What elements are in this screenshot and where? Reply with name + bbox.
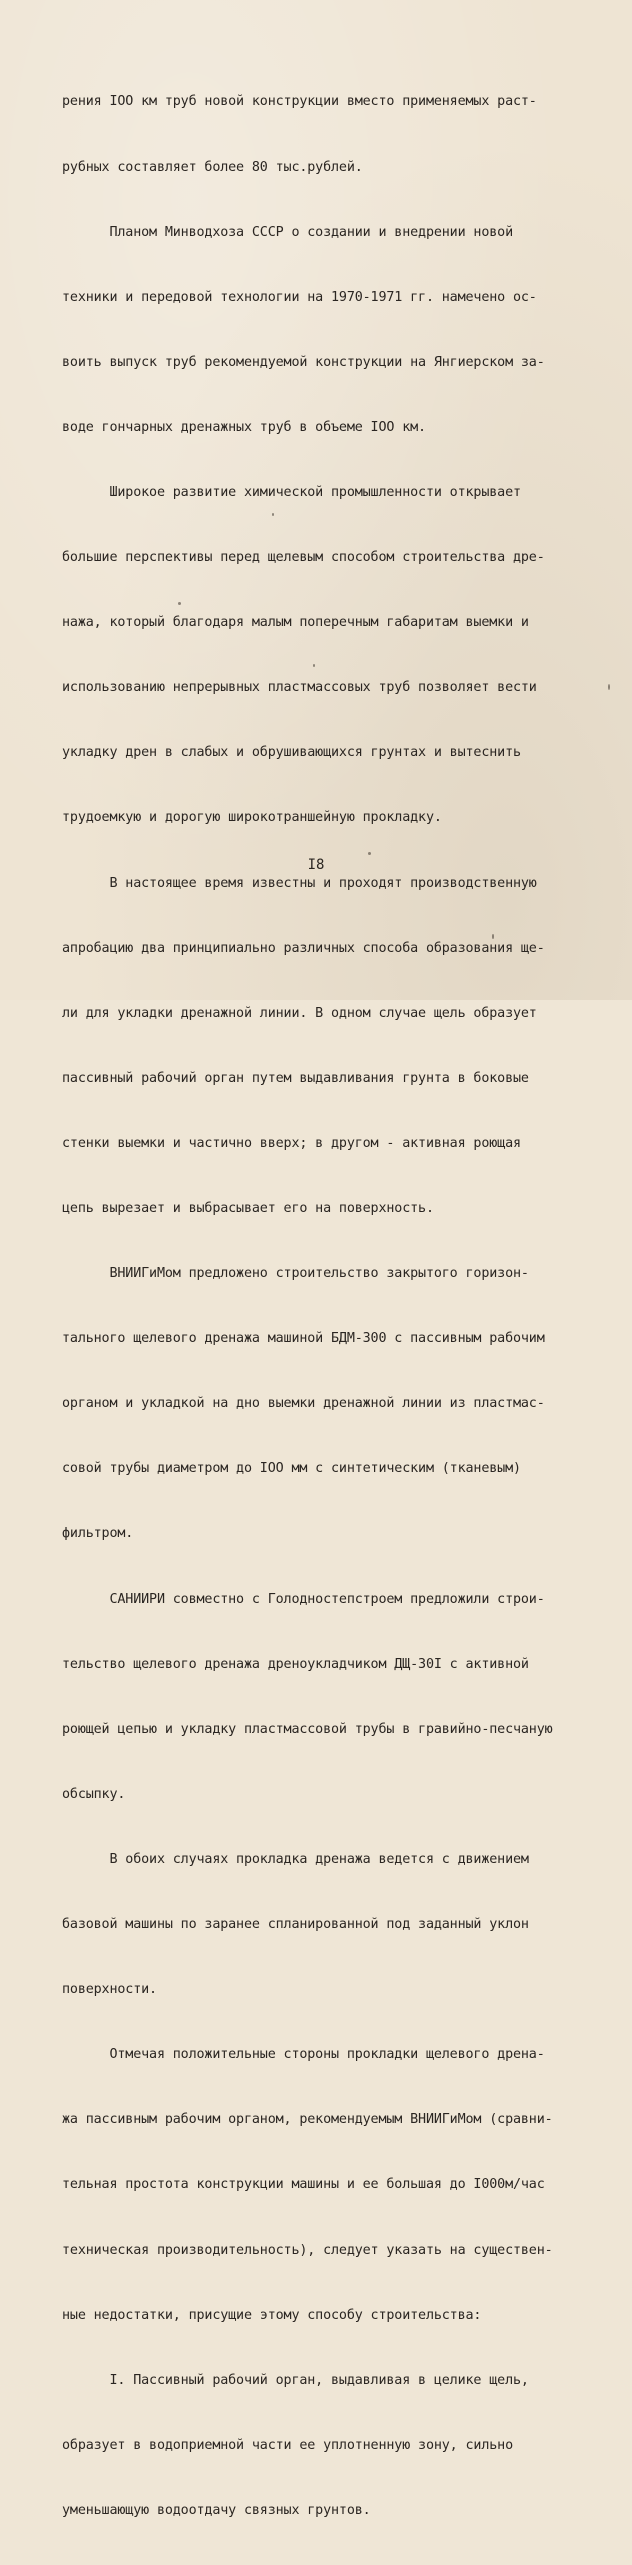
- text-line: рения IOO км труб новой конструкции вместо применяемых раст-: [62, 94, 537, 110]
- text-line: САНИИРИ совместно с Голодностепстроем предложили строи-: [62, 1591, 545, 1607]
- text-line: I. Пассивный рабочий орган, выдавливая в целике щель,: [62, 2372, 529, 2388]
- text-line: фильтром.: [62, 1526, 134, 1542]
- text-line: цепь вырезает и выбрасывает его на поверхность.: [62, 1201, 434, 1216]
- text-line: Планом Минводхоза СССР о создании и внедрении новой: [62, 224, 513, 240]
- text-line: Отмечая положительные стороны прокладки щелевого дрена-: [62, 2047, 545, 2063]
- text-line: рубных составляет более 80 тыс.рублей.: [62, 159, 363, 175]
- text-line: образует в водоприемной части ее уплотненную зону, сильно: [62, 2437, 513, 2453]
- text-line: воде гончарных дренажных труб в объеме IOO км.: [62, 419, 426, 435]
- text-line: совой трубы диаметром до IOO мм с синтетическим (тканевым): [62, 1461, 521, 1477]
- text-line: органом и укладкой на дно выемки дренажной линии из пластмас-: [62, 1396, 545, 1412]
- ink-speck: [178, 602, 181, 605]
- ink-speck: [368, 852, 371, 855]
- text-line: тельная простота конструкции машины и ее большая до I000м/час: [62, 2177, 545, 2193]
- text-line: трудоемкую и дорогую широкотраншейную прокладку.: [62, 810, 442, 826]
- page-number: I8: [307, 857, 325, 873]
- text-line: ные недостатки, присущие этому способу строительства:: [62, 2307, 482, 2323]
- text-line: жа пассивным рабочим органом, рекомендуемым ВНИИГиМом (сравни-: [62, 2112, 553, 2128]
- text-line: ли для укладки дренажной линии. В одном случае щель образует: [62, 1005, 537, 1021]
- text-line: укладку дрен в слабых и обрушивающихся грунтах и вытеснить: [62, 745, 521, 761]
- text-line: поверхности.: [62, 1982, 157, 1998]
- text-line: роющей цепью и укладку пластмассовой трубы в гравийно-песчаную: [62, 1721, 553, 1737]
- text-line: В настоящее время известны и проходят производственную: [62, 875, 537, 891]
- text-line: большие перспективы перед щелевым способом строительства дре-: [62, 550, 545, 566]
- text-line: нажа, который благодаря малым поперечным габаритам выемки и: [62, 615, 529, 631]
- ink-speck: [608, 684, 610, 690]
- text-line: техники и передовой технологии на 1970-1971 гг. намечено ос-: [62, 289, 537, 305]
- text-line: тального щелевого дренажа машиной БДМ-300 с пассивным рабочим: [62, 1331, 545, 1347]
- ink-speck: [492, 934, 494, 939]
- text-line: Широкое развитие химической промышленности открывает: [62, 484, 521, 500]
- text-line: В обоих случаях прокладка дренажа ведется с движением: [62, 1851, 529, 1867]
- ink-speck: [313, 664, 315, 667]
- text-line: тельство щелевого дренажа дреноукладчиком ДЩ-30I с активной: [62, 1656, 529, 1672]
- text-line: пассивный рабочий орган путем выдавливания грунта в боковые: [62, 1070, 529, 1086]
- text-line: апробацию два принципиально различных способа образования ще-: [62, 940, 545, 956]
- body-text: [62, 48, 602, 2565]
- text-line: уменьшающую водоотдачу связных грунтов.: [62, 2502, 371, 2518]
- text-line: использованию непрерывных пластмассовых труб позволяет вести: [62, 680, 537, 696]
- text-line: воить выпуск труб рекомендуемой конструкции на Янгиерском за-: [62, 354, 545, 370]
- text-line: обсыпку.: [62, 1786, 126, 1802]
- text-line: техническая производительность), следует указать на существен-: [62, 2242, 553, 2258]
- ink-speck: [272, 513, 274, 516]
- text-line: базовой машины по заранее спланированной под заданный уклон: [62, 1917, 529, 1933]
- text-line: стенки выемки и частично вверх; в другом - активная роющая: [62, 1135, 521, 1151]
- text-line: ВНИИГиМом предложено строительство закрытого горизон-: [62, 1266, 529, 1282]
